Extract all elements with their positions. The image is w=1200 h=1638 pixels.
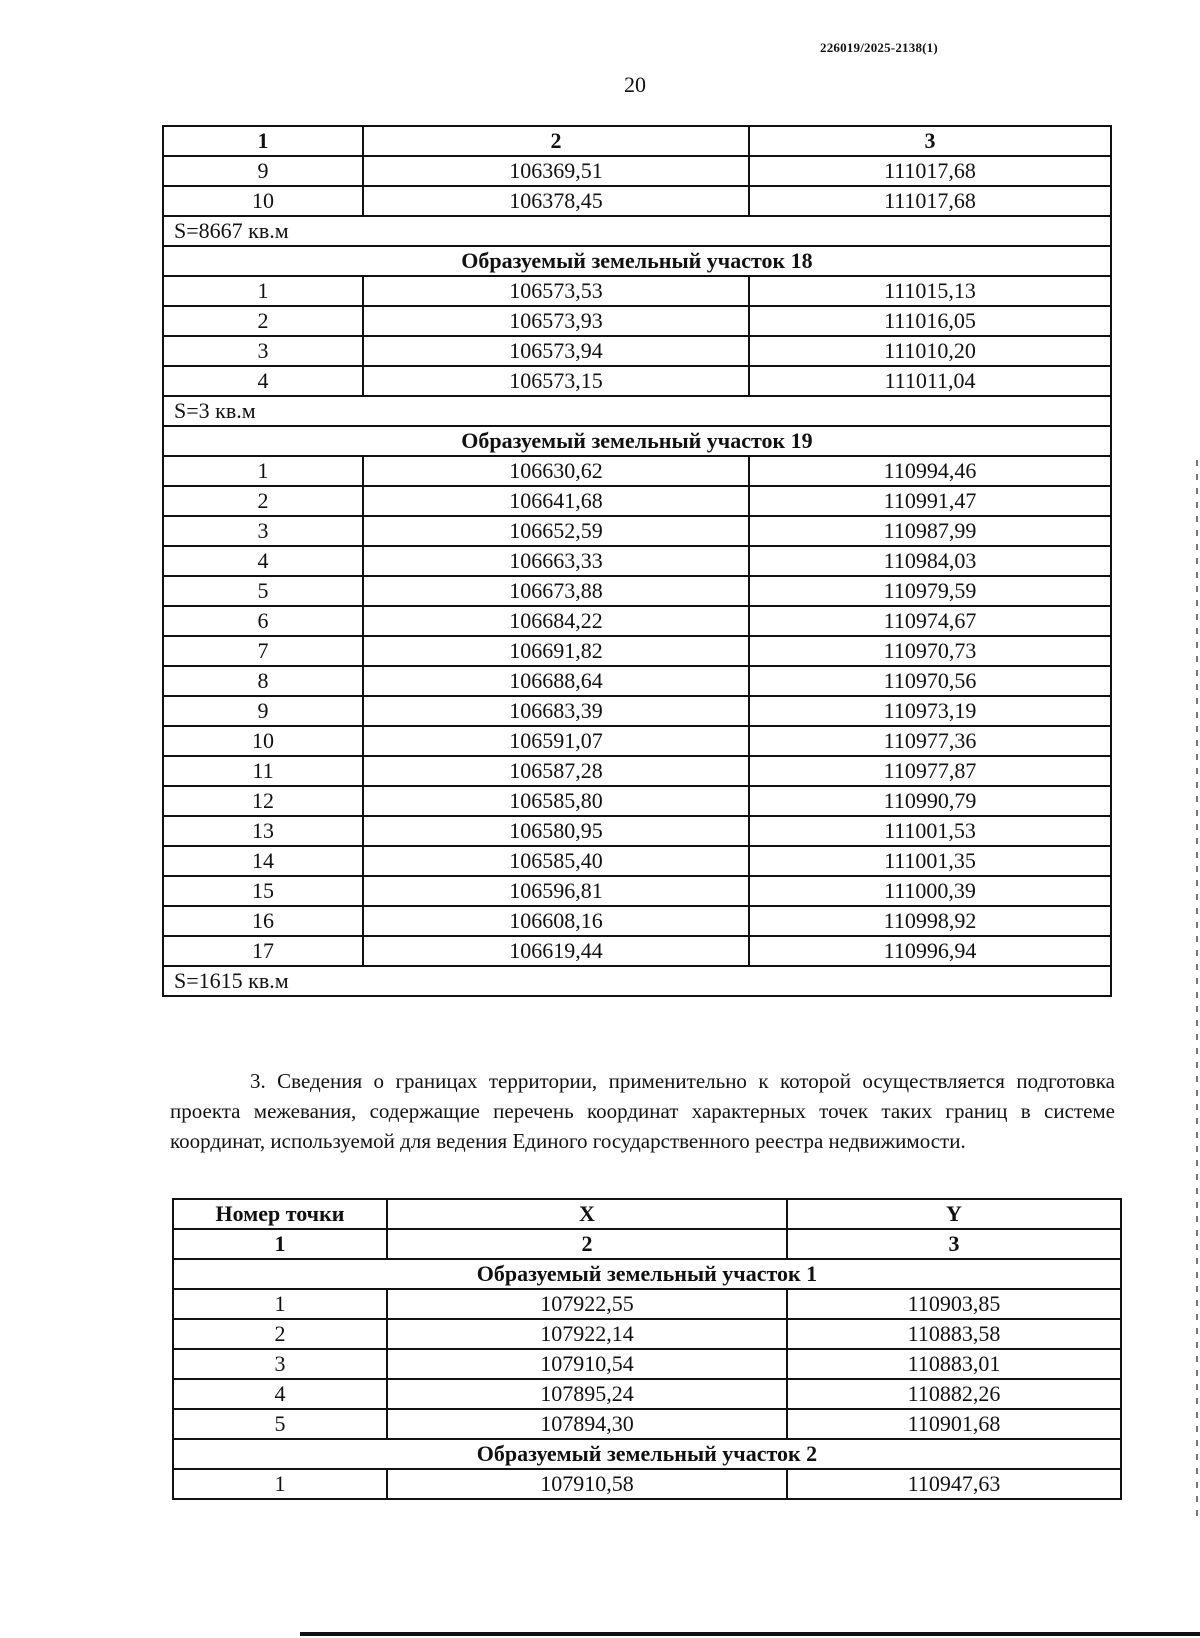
y-coordinate-cell: 110987,99 xyxy=(749,516,1111,546)
y-coordinate-cell: 110996,94 xyxy=(749,936,1111,966)
x-coordinate-cell: 106585,80 xyxy=(363,786,749,816)
area-value: S=3 кв.м xyxy=(163,396,1111,426)
point-number-cell: 3 xyxy=(163,516,363,546)
y-coordinate-cell: 110970,73 xyxy=(749,636,1111,666)
table-row xyxy=(163,306,1111,336)
x-coordinate-cell: 106585,40 xyxy=(363,846,749,876)
point-number-cell: 5 xyxy=(173,1409,387,1439)
section-row xyxy=(163,426,1111,456)
column-number-row xyxy=(163,126,1111,156)
table-row xyxy=(163,936,1111,966)
x-coordinate-cell: 106641,68 xyxy=(363,486,749,516)
point-number-cell: 9 xyxy=(163,156,363,186)
point-number-cell: 1 xyxy=(173,1469,387,1499)
section-row xyxy=(173,1439,1121,1469)
y-coordinate-cell: 110883,01 xyxy=(787,1349,1121,1379)
x-coordinate-cell: 106691,82 xyxy=(363,636,749,666)
point-number-cell: 8 xyxy=(163,666,363,696)
column-header-cell: Y xyxy=(787,1199,1121,1229)
y-coordinate-cell: 111001,35 xyxy=(749,846,1111,876)
point-number-cell: 3 xyxy=(173,1349,387,1379)
table-row xyxy=(163,666,1111,696)
y-coordinate-cell: 110991,47 xyxy=(749,486,1111,516)
column-number-cell: 3 xyxy=(749,126,1111,156)
y-coordinate-cell: 110901,68 xyxy=(787,1409,1121,1439)
point-number-cell: 4 xyxy=(163,546,363,576)
table-row xyxy=(163,876,1111,906)
y-coordinate-cell: 111000,39 xyxy=(749,876,1111,906)
x-coordinate-cell: 106378,45 xyxy=(363,186,749,216)
table-row xyxy=(173,1379,1121,1409)
point-number-cell: 11 xyxy=(163,756,363,786)
table-row xyxy=(163,336,1111,366)
section-title-18: Образуемый земельный участок 18 xyxy=(163,246,1111,276)
point-number-cell: 2 xyxy=(163,486,363,516)
point-number-cell: 4 xyxy=(173,1379,387,1409)
x-coordinate-cell: 106573,93 xyxy=(363,306,749,336)
point-number-cell: 17 xyxy=(163,936,363,966)
y-coordinate-cell: 111011,04 xyxy=(749,366,1111,396)
section-title-1: Образуемый земельный участок 1 xyxy=(173,1259,1121,1289)
table-row xyxy=(163,366,1111,396)
column-number-row xyxy=(173,1229,1121,1259)
x-coordinate-cell: 106688,64 xyxy=(363,666,749,696)
x-coordinate-cell: 106573,15 xyxy=(363,366,749,396)
table-row xyxy=(163,186,1111,216)
table-row xyxy=(163,456,1111,486)
column-header-cell: Номер точки xyxy=(173,1199,387,1229)
x-coordinate-cell: 106587,28 xyxy=(363,756,749,786)
y-coordinate-cell: 110994,46 xyxy=(749,456,1111,486)
x-coordinate-cell: 107922,14 xyxy=(387,1319,787,1349)
point-number-cell: 9 xyxy=(163,696,363,726)
point-number-cell: 13 xyxy=(163,816,363,846)
x-coordinate-cell: 107910,54 xyxy=(387,1349,787,1379)
table-row xyxy=(163,516,1111,546)
point-number-cell: 3 xyxy=(163,336,363,366)
column-number-cell: 1 xyxy=(163,126,363,156)
area-row xyxy=(163,396,1111,426)
table-row xyxy=(163,636,1111,666)
x-coordinate-cell: 106673,88 xyxy=(363,576,749,606)
coordinates-table-continued xyxy=(162,125,1112,997)
y-coordinate-cell: 110973,19 xyxy=(749,696,1111,726)
x-coordinate-cell: 106573,94 xyxy=(363,336,749,366)
table-row xyxy=(173,1349,1121,1379)
x-coordinate-cell: 106608,16 xyxy=(363,906,749,936)
y-coordinate-cell: 111017,68 xyxy=(749,186,1111,216)
table-row xyxy=(163,486,1111,516)
point-number-cell: 4 xyxy=(163,366,363,396)
x-coordinate-cell: 106573,53 xyxy=(363,276,749,306)
column-number-cell: 2 xyxy=(363,126,749,156)
point-number-cell: 14 xyxy=(163,846,363,876)
x-coordinate-cell: 106580,95 xyxy=(363,816,749,846)
x-coordinate-cell: 106684,22 xyxy=(363,606,749,636)
x-coordinate-cell: 106591,07 xyxy=(363,726,749,756)
point-number-cell: 2 xyxy=(163,306,363,336)
page-bottom-rule xyxy=(300,1632,1200,1636)
x-coordinate-cell: 106619,44 xyxy=(363,936,749,966)
scan-edge-artifact xyxy=(1196,460,1198,1520)
point-number-cell: 6 xyxy=(163,606,363,636)
table-row xyxy=(163,606,1111,636)
x-coordinate-cell: 106683,39 xyxy=(363,696,749,726)
point-number-cell: 1 xyxy=(173,1289,387,1319)
y-coordinate-cell: 110970,56 xyxy=(749,666,1111,696)
y-coordinate-cell: 110903,85 xyxy=(787,1289,1121,1319)
document-registration-number: 226019/2025-2138(1) xyxy=(820,40,938,55)
point-number-cell: 16 xyxy=(163,906,363,936)
point-number-cell: 5 xyxy=(163,576,363,606)
x-coordinate-cell: 106663,33 xyxy=(363,546,749,576)
paragraph-text: 3. Сведения о границах территории, применительно к которой осуществляется подготовка проекта межевания, содержащие перечень координат характерных точек таких границ в системе координат, используемой для ведения Единого государственного реестра недвижимости. xyxy=(170,1069,1115,1153)
x-coordinate-cell: 107922,55 xyxy=(387,1289,787,1319)
table-row xyxy=(173,1319,1121,1349)
area-value: S=1615 кв.м xyxy=(163,966,1111,996)
section-title-2: Образуемый земельный участок 2 xyxy=(173,1439,1121,1469)
column-header-cell: X xyxy=(387,1199,787,1229)
point-number-cell: 10 xyxy=(163,726,363,756)
table-row xyxy=(163,546,1111,576)
table-row xyxy=(163,906,1111,936)
table-row xyxy=(163,276,1111,306)
y-coordinate-cell: 111017,68 xyxy=(749,156,1111,186)
table-row xyxy=(163,696,1111,726)
y-coordinate-cell: 110990,79 xyxy=(749,786,1111,816)
y-coordinate-cell: 110984,03 xyxy=(749,546,1111,576)
page-number: 20 xyxy=(624,72,646,97)
table-row xyxy=(163,726,1111,756)
table-row xyxy=(163,576,1111,606)
table-row xyxy=(163,756,1111,786)
x-coordinate-cell: 106630,62 xyxy=(363,456,749,486)
x-coordinate-cell: 106596,81 xyxy=(363,876,749,906)
table-row xyxy=(163,846,1111,876)
x-coordinate-cell: 106652,59 xyxy=(363,516,749,546)
point-number-cell: 10 xyxy=(163,186,363,216)
table-row xyxy=(163,816,1111,846)
table-row xyxy=(173,1409,1121,1439)
column-header-row xyxy=(173,1199,1121,1229)
point-number-cell: 7 xyxy=(163,636,363,666)
x-coordinate-cell: 107895,24 xyxy=(387,1379,787,1409)
table-row xyxy=(163,786,1111,816)
y-coordinate-cell: 110979,59 xyxy=(749,576,1111,606)
table-row xyxy=(173,1289,1121,1319)
y-coordinate-cell: 110882,26 xyxy=(787,1379,1121,1409)
column-number-cell: 1 xyxy=(173,1229,387,1259)
y-coordinate-cell: 111016,05 xyxy=(749,306,1111,336)
point-number-cell: 15 xyxy=(163,876,363,906)
point-number-cell: 12 xyxy=(163,786,363,816)
section-row xyxy=(163,246,1111,276)
boundary-coordinates-table xyxy=(172,1198,1122,1500)
point-number-cell: 1 xyxy=(163,276,363,306)
section-row xyxy=(173,1259,1121,1289)
y-coordinate-cell: 111001,53 xyxy=(749,816,1111,846)
point-number-cell: 2 xyxy=(173,1319,387,1349)
area-row xyxy=(163,216,1111,246)
column-number-cell: 3 xyxy=(787,1229,1121,1259)
x-coordinate-cell: 107910,58 xyxy=(387,1469,787,1499)
y-coordinate-cell: 111010,20 xyxy=(749,336,1111,366)
section-3-paragraph xyxy=(170,1066,1115,1156)
table-row xyxy=(173,1469,1121,1499)
section-title-19: Образуемый земельный участок 19 xyxy=(163,426,1111,456)
y-coordinate-cell: 110977,87 xyxy=(749,756,1111,786)
point-number-cell: 1 xyxy=(163,456,363,486)
y-coordinate-cell: 110947,63 xyxy=(787,1469,1121,1499)
x-coordinate-cell: 107894,30 xyxy=(387,1409,787,1439)
x-coordinate-cell: 106369,51 xyxy=(363,156,749,186)
column-number-cell: 2 xyxy=(387,1229,787,1259)
y-coordinate-cell: 110998,92 xyxy=(749,906,1111,936)
y-coordinate-cell: 110974,67 xyxy=(749,606,1111,636)
table-row xyxy=(163,156,1111,186)
area-row xyxy=(163,966,1111,996)
y-coordinate-cell: 111015,13 xyxy=(749,276,1111,306)
y-coordinate-cell: 110883,58 xyxy=(787,1319,1121,1349)
y-coordinate-cell: 110977,36 xyxy=(749,726,1111,756)
area-value: S=8667 кв.м xyxy=(163,216,1111,246)
